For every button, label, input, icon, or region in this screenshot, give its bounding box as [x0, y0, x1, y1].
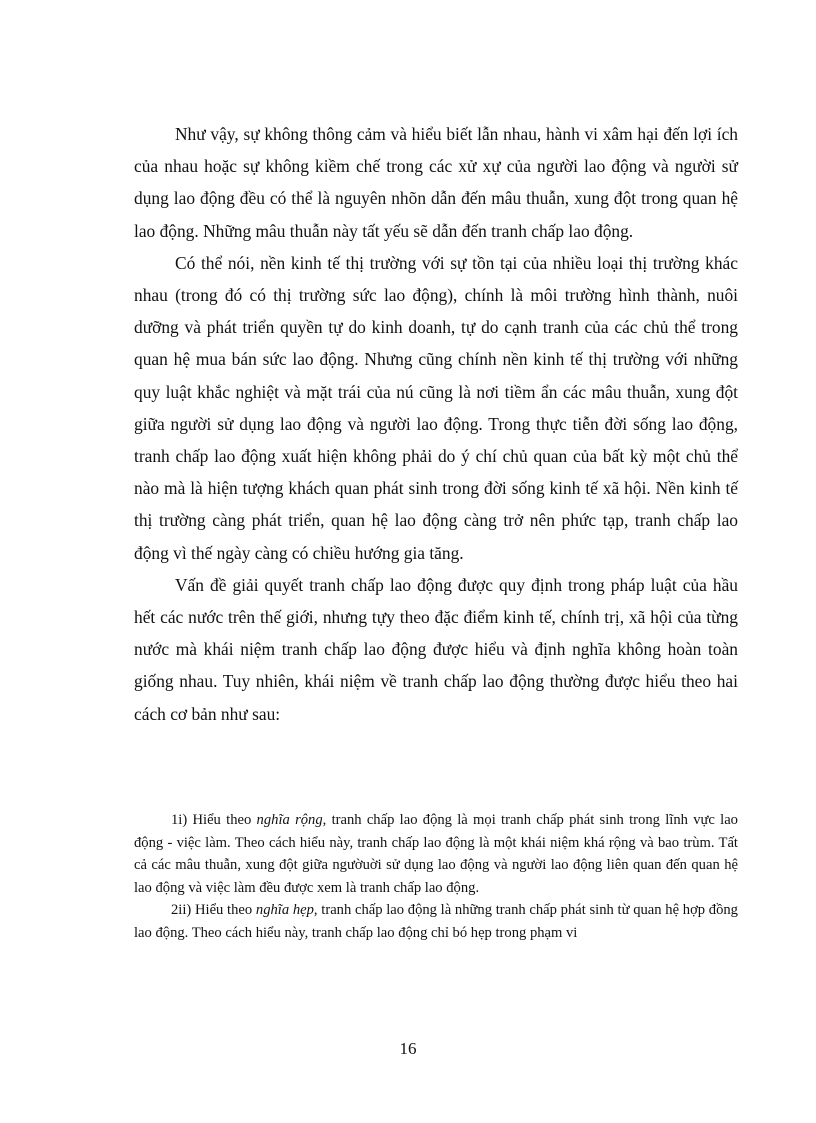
footnote-1 [134, 809, 738, 899]
footnote-1-emphasis: nghĩa rộng [256, 812, 323, 828]
page-number: 16 [399, 1039, 417, 1058]
footnote-1-text: , tranh chấp lao động là mọi tranh chấp phát sinh trong lĩnh vực lao động - việc làm. Theo cách hiểu này, tranh chấp lao động là một khái niệm khá rộng và bao trùm. Tất cả các mâu thuẫn, xung đột giữa ngườuời sử dụng lao động và người lao động liên quan đến quan hệ lao động và việc làm đều được xem là tranh chấp lao động. [134, 812, 738, 896]
footnote-2-text: , tranh chấp lao động là những tranh chấp phát sinh từ quan hệ hợp đồng lao động. Theo cách hiểu này, tranh chấp lao động chỉ bó hẹp trong phạm vi [134, 902, 738, 941]
paragraph-3: Vấn đề giải quyết tranh chấp lao động được quy định trong pháp luật của hầu hết các nước trên thế giới, nhưng tựy theo đặc điểm kinh tế, chính trị, xã hội của từng nước mà khái niệm tranh chấp lao động được hiểu và định nghĩa không hoàn toàn giống nhau. Tuy nhiên, khái niệm về tranh chấp lao động thường được hiểu theo hai cách cơ bản như sau: [134, 574, 738, 724]
footnote-2 [134, 899, 738, 944]
footnote-2-emphasis: nghĩa hẹp [255, 902, 314, 919]
footnote-1-prefix: 1i) Hiểu theo [171, 812, 257, 828]
footnotes [134, 809, 738, 945]
footnote-2-prefix: 2ii) Hiểu theo [171, 902, 256, 919]
paragraph-2: Có thể nói, nền kinh tế thị trường với sự tồn tại của nhiều loại thị trường khác nhau (trong đó có thị trường sức lao động), chính là môi trường hình thành, nuôi dưỡng và phát triển quyền tự do kinh doanh, tự do cạnh tranh của các chủ thể trong quan hệ mua bán sức lao động. Nhưng cũng chính nền kinh tế thị trường với những quy luật khắc nghiệt và mặt trái của nú cũng là nơi tiềm ẩn các mâu thuẫn, xung đột giữa người sử dụng lao động và người lao động. Trong thực tiễn đời sống lao động, tranh chấp lao động xuất hiện không phải do ý chí chủ quan của bất kỳ một chủ thể nào mà là hiện tượng khách quan phát sinh trong đời sống kinh tế xã hội. Nền kinh tế thị trường càng phát triển, quan hệ lao động càng trở nên phức tạp, tranh chấp lao động vì thế ngày càng có chiều hướng gia tăng. [134, 252, 738, 563]
paragraph-1: Như vậy, sự không thông cảm và hiểu biết lẫn nhau, hành vi xâm hại đến lợi ích của nhau hoặc sự không kiềm chế trong các xử xự của người lao động và người sử dụng lao động đều có thể là nguyên nhõn dẫn đến mâu thuẫn, xung đột trong quan hệ lao động. Những mâu thuẫn này tất yếu sẽ dẫn đến tranh chấp lao động. [134, 124, 738, 241]
body-text [134, 118, 738, 730]
